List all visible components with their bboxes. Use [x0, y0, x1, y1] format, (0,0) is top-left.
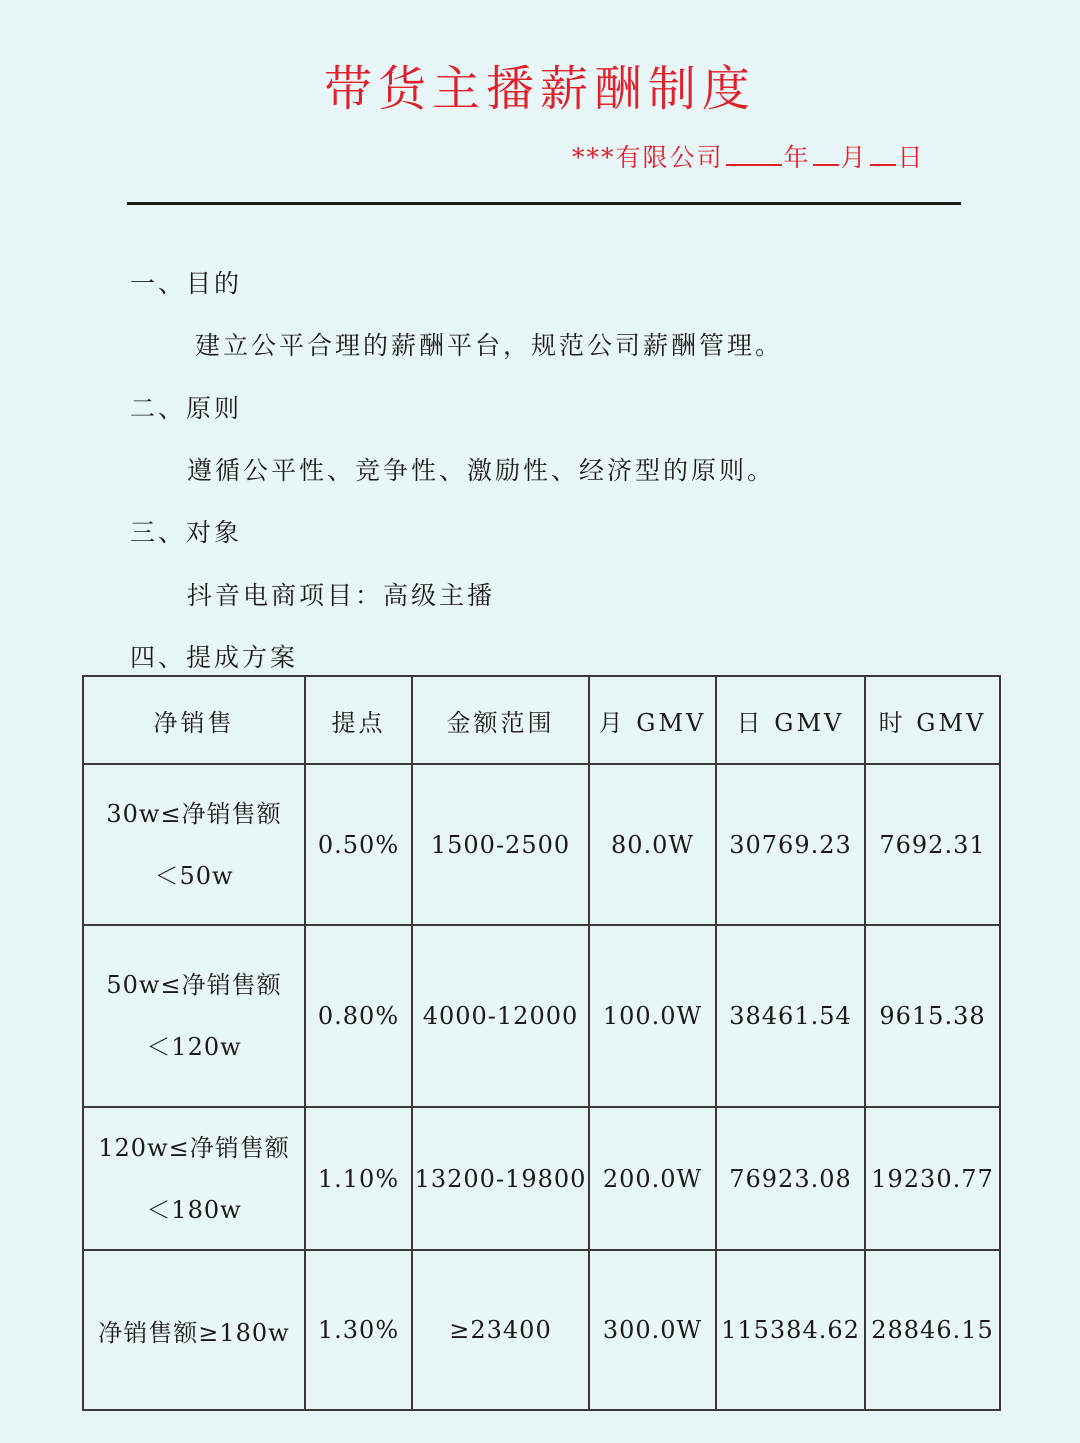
range-upper: ＜120w	[146, 1033, 242, 1061]
hour-gmv-cell: 28846.15	[865, 1250, 1000, 1410]
day-gmv-cell: 76923.08	[716, 1107, 865, 1250]
month-gmv-cell: 300.0W	[589, 1250, 716, 1410]
section-heading-purpose: 一、目的	[130, 269, 243, 298]
amount-cell: ≥23400	[412, 1250, 589, 1410]
table-header-row	[83, 676, 1000, 764]
table-row	[83, 925, 1000, 1107]
company-date-line	[572, 138, 925, 174]
month-gmv-cell: 200.0W	[589, 1107, 716, 1250]
day-blank	[870, 140, 896, 166]
range-lower: 120w≤净销售额	[98, 1133, 290, 1162]
range-upper: ＜180w	[146, 1195, 242, 1224]
year-label: 年	[783, 143, 811, 172]
table-row	[83, 764, 1000, 925]
document-title: 带货主播薪酬制度	[323, 61, 756, 117]
section-heading-principle: 二、原则	[130, 394, 243, 423]
header-day-gmv: 日 GMV	[716, 676, 865, 764]
table-row	[83, 1107, 1000, 1250]
section-body-purpose: 建立公平合理的薪酬平台，规范公司薪酬管理。	[195, 331, 784, 360]
section-heading-target: 三、对象	[130, 518, 243, 547]
day-gmv-cell: 30769.23	[716, 764, 865, 925]
header-rate: 提点	[305, 676, 412, 764]
range-upper: ＜50w	[154, 861, 234, 890]
day-gmv-cell: 115384.62	[716, 1250, 865, 1410]
header-amount-range: 金额范围	[412, 676, 589, 764]
table-row	[83, 1250, 1000, 1410]
year-blank	[726, 140, 782, 166]
header-hour-gmv: 时 GMV	[865, 676, 1000, 764]
range-lower: 30w≤净销售额	[106, 799, 282, 828]
day-gmv-cell: 38461.54	[716, 925, 865, 1107]
hour-gmv-cell: 9615.38	[865, 925, 1000, 1107]
header-month-gmv: 月 GMV	[589, 676, 716, 764]
hour-gmv-cell: 7692.31	[865, 764, 1000, 925]
day-label: 日	[897, 143, 925, 172]
section-body-target: 抖音电商项目：高级主播	[187, 581, 496, 610]
rate-cell: 1.30%	[305, 1250, 412, 1410]
net-sales-range-cell	[83, 764, 305, 925]
company-name: ***有限公司	[572, 143, 724, 172]
month-gmv-cell: 100.0W	[589, 925, 716, 1107]
hour-gmv-cell: 19230.77	[865, 1107, 1000, 1250]
rate-cell: 1.10%	[305, 1107, 412, 1250]
month-gmv-cell: 80.0W	[589, 764, 716, 925]
header-divider	[127, 202, 961, 205]
amount-cell: 13200-19800	[412, 1107, 589, 1250]
range-lower: 50w≤净销售额	[106, 971, 282, 999]
month-label: 月	[840, 143, 868, 172]
rate-cell: 0.50%	[305, 764, 412, 925]
commission-table	[82, 675, 1001, 1411]
section-heading-commission: 四、提成方案	[130, 643, 299, 672]
amount-cell: 1500-2500	[412, 764, 589, 925]
net-sales-range-cell	[83, 925, 305, 1107]
header-net-sales: 净销售	[83, 676, 305, 764]
net-sales-range-cell: 净销售额≥180w	[83, 1250, 305, 1410]
amount-cell: 4000-12000	[412, 925, 589, 1107]
month-blank	[813, 140, 839, 166]
rate-cell: 0.80%	[305, 925, 412, 1107]
net-sales-range-cell	[83, 1107, 305, 1250]
section-body-principle: 遵循公平性、竞争性、激励性、经济型的原则。	[187, 456, 776, 485]
